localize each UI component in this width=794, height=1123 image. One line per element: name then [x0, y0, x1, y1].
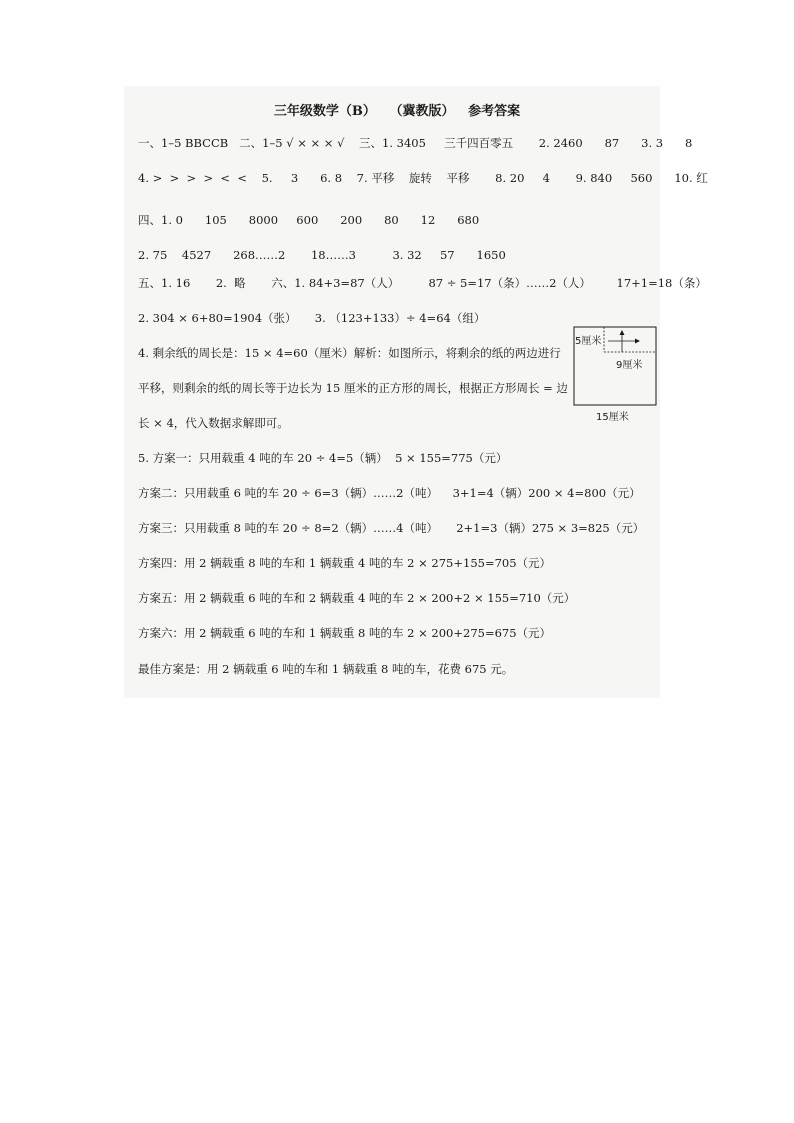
page-title: 三年级数学（B） （冀教版） 参考答案: [273, 104, 521, 119]
label-9cm: 9厘米: [616, 360, 643, 371]
answer-line-7: 4. 剩余纸的周长是：15 × 4=60（厘米）解析：如图所示，将剩余的纸的两边进行: [138, 346, 561, 360]
answer-line-5: 五、1. 16 2. 略 六、1. 84+3=87（人） 87 ÷ 5=17（条）……2（人） 17+1=18（条）: [138, 276, 707, 290]
answer-line-12: 方案三：只用载重 8 吨的车 20 ÷ 8=2（辆）……4（吨） 2+1=3（辆）275 × 3=825（元）: [138, 521, 645, 535]
answer-line-13: 方案四：用 2 辆载重 8 吨的车和 1 辆载重 4 吨的车 2 × 275+155=705（元）: [138, 556, 552, 570]
answer-line-10: 5. 方案一：只用载重 4 吨的车 20 ÷ 4=5（辆） 5 × 155=775（元）: [138, 451, 508, 465]
answer-line-2: 4. > > > > < < 5. 3 6. 8 7. 平移 旋转 平移 8. 20 4 9. 840 560 10. 红: [138, 171, 708, 185]
answer-line-14: 方案五：用 2 辆载重 6 吨的车和 2 辆载重 4 吨的车 2 × 200+2 × 155=710（元）: [138, 591, 576, 605]
answer-line-1: 一、1–5 BBCCB 二、1–5 √ × × × √ 三、1. 3405 三千四百零五 2. 2460 87 3. 3 8: [138, 136, 693, 150]
answer-line-11: 方案二：只用载重 6 吨的车 20 ÷ 6=3（辆）……2（吨） 3+1=4（辆）200 × 4=800（元）: [138, 486, 641, 500]
answer-line-16: 最佳方案是：用 2 辆载重 6 吨的车和 1 辆载重 8 吨的车，花费 675 元。: [138, 662, 514, 676]
answer-line-4: 2. 75 4527 268……2 18……3 3. 32 57 1650: [138, 248, 506, 262]
label-15cm: 15厘米: [596, 412, 629, 423]
answer-line-3: 四、1. 0 105 8000 600 200 80 12 680: [138, 213, 480, 227]
answer-line-9: 长 × 4，代入数据求解即可。: [138, 416, 289, 430]
square-paper-diagram: [572, 326, 658, 422]
answer-line-8: 平移，则剩余的纸的周长等于边长为 15 厘米的正方形的周长，根据正方形周长 = 边: [138, 381, 568, 395]
label-5cm: 5厘米: [575, 336, 602, 347]
answer-line-15: 方案六：用 2 辆载重 6 吨的车和 1 辆载重 8 吨的车 2 × 200+275=675（元）: [138, 626, 552, 640]
answer-line-6: 2. 304 × 6+80=1904（张） 3. （123+133）÷ 4=64（组）: [138, 311, 486, 325]
